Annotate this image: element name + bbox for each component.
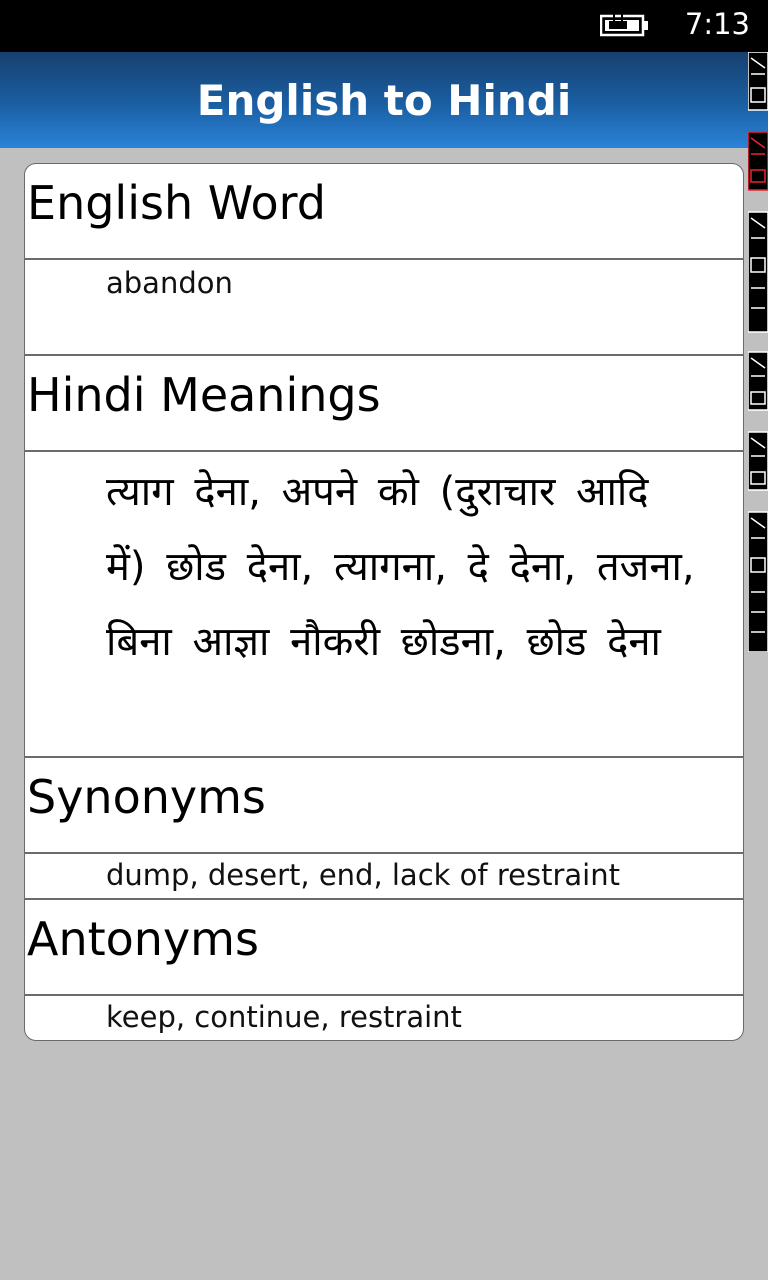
section-title-hindi-meanings: Hindi Meanings bbox=[27, 368, 381, 422]
hindi-meanings-header-row bbox=[25, 356, 743, 452]
antonyms-value-row bbox=[25, 996, 743, 1040]
clock: 7:13 bbox=[684, 7, 750, 41]
hindi-meanings-value: त्याग देना, अपने को (दुराचार आदि में) छोड देना, त्यागना, दे देना, तजना, बिना आज्ञा नौकरी छोडना, छोड देना bbox=[106, 469, 695, 665]
page-title: English to Hindi bbox=[196, 76, 572, 125]
antonyms-value: keep, continue, restraint bbox=[106, 1000, 462, 1034]
synonyms-value-row bbox=[25, 854, 743, 900]
status-bar bbox=[0, 0, 768, 52]
word-details-card bbox=[24, 163, 744, 1041]
english-word-value-row bbox=[25, 260, 743, 356]
section-title-antonyms: Antonyms bbox=[27, 912, 259, 966]
section-title-synonyms: Synonyms bbox=[27, 770, 266, 824]
section-title-english-word: English Word bbox=[27, 176, 326, 230]
antonyms-header-row bbox=[25, 900, 743, 996]
app-header bbox=[0, 52, 768, 148]
synonyms-value: dump, desert, end, lack of restraint bbox=[106, 858, 620, 892]
english-word-value: abandon bbox=[106, 266, 233, 300]
english-word-header-row bbox=[25, 164, 743, 260]
battery-charging-icon bbox=[600, 12, 650, 38]
synonyms-header-row bbox=[25, 758, 743, 854]
hindi-meanings-value-row bbox=[25, 452, 743, 758]
side-scroll-indicator bbox=[748, 52, 768, 652]
